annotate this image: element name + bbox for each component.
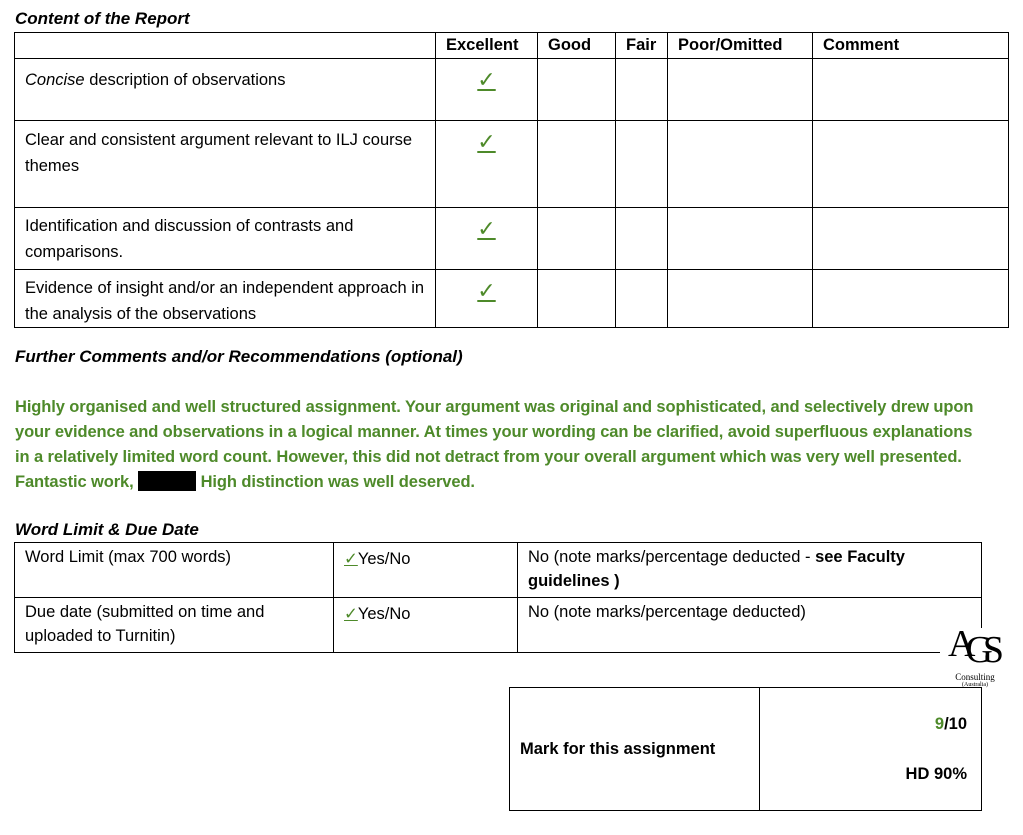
header-row <box>15 33 1009 59</box>
check-icon: ✓ <box>477 67 496 92</box>
word-limit-table <box>14 542 982 653</box>
check-icon: ✓ <box>477 216 496 241</box>
header-comment: Comment <box>813 33 1009 59</box>
check-icon: ✓ <box>344 605 358 623</box>
check-icon: ✓ <box>477 129 496 154</box>
comments-text-main: Highly organised and well structured assignment. Your argument was original and sophisticated, and selectively drew upon your evidence and observations in a logical manner. At times your wording can be clarified, avoid superfluous explanations in a relatively limited word count. However, this did not detract from your overall argument which was very well presented. Fantastic work, <box>15 398 974 491</box>
due-date-label: Due date (submitted on time and uploaded to Turnitin) <box>25 603 265 645</box>
word-limit-title: Word Limit & Due Date <box>15 520 199 539</box>
table-row <box>15 208 1009 270</box>
score-value: 9 <box>934 715 945 733</box>
faculty-guidelines: see Faculty guidelines ) <box>528 548 905 590</box>
criterion-label: description of observations <box>84 71 286 89</box>
logo-letters: AGS <box>947 623 995 671</box>
criterion-label: Evidence of insight and/or an independent approach in the analysis of the observations <box>25 279 425 323</box>
header-fair: Fair <box>616 33 668 59</box>
comments-title: Further Comments and/or Recommendations (optional) <box>15 347 463 366</box>
header-excellent: Excellent <box>436 33 538 59</box>
header-good: Good <box>538 33 616 59</box>
yes-no-option: Yes/No <box>357 550 411 568</box>
yes-no-option: Yes/No <box>357 605 411 623</box>
mark-score <box>770 699 967 749</box>
no-text: No (note marks/percentage deducted - <box>528 548 816 566</box>
header-empty <box>15 33 436 59</box>
table-row <box>15 59 1009 121</box>
criterion-label: Clear and consistent argument relevant to ILJ course themes <box>25 131 413 175</box>
logo-name: Consulting <box>955 672 995 682</box>
word-limit-label: Word Limit (max 700 words) <box>25 548 232 566</box>
table-row <box>15 121 1009 208</box>
mark-label: Mark for this assignment <box>510 688 760 811</box>
content-table <box>14 32 1009 328</box>
table-row <box>15 598 982 653</box>
table-row <box>15 270 1009 328</box>
criterion-emphasis: Concise <box>25 71 85 89</box>
check-icon: ✓ <box>477 278 496 303</box>
mark-table <box>509 687 982 811</box>
table-row <box>15 543 982 598</box>
mark-grade: HD 90% <box>905 765 967 783</box>
score-total: /10 <box>944 715 967 733</box>
comments-text <box>15 395 975 495</box>
logo-region: (Australia) <box>962 682 988 688</box>
content-section-title: Content of the Report <box>15 9 190 28</box>
redacted-name <box>138 471 196 491</box>
no-text: No (note marks/percentage deducted) <box>528 603 806 621</box>
check-icon: ✓ <box>344 550 358 568</box>
header-poor: Poor/Omitted <box>668 33 813 59</box>
criterion-label: Identification and discussion of contrasts and comparisons. <box>25 217 354 261</box>
comments-text-end: High distinction was well deserved. <box>196 473 475 491</box>
